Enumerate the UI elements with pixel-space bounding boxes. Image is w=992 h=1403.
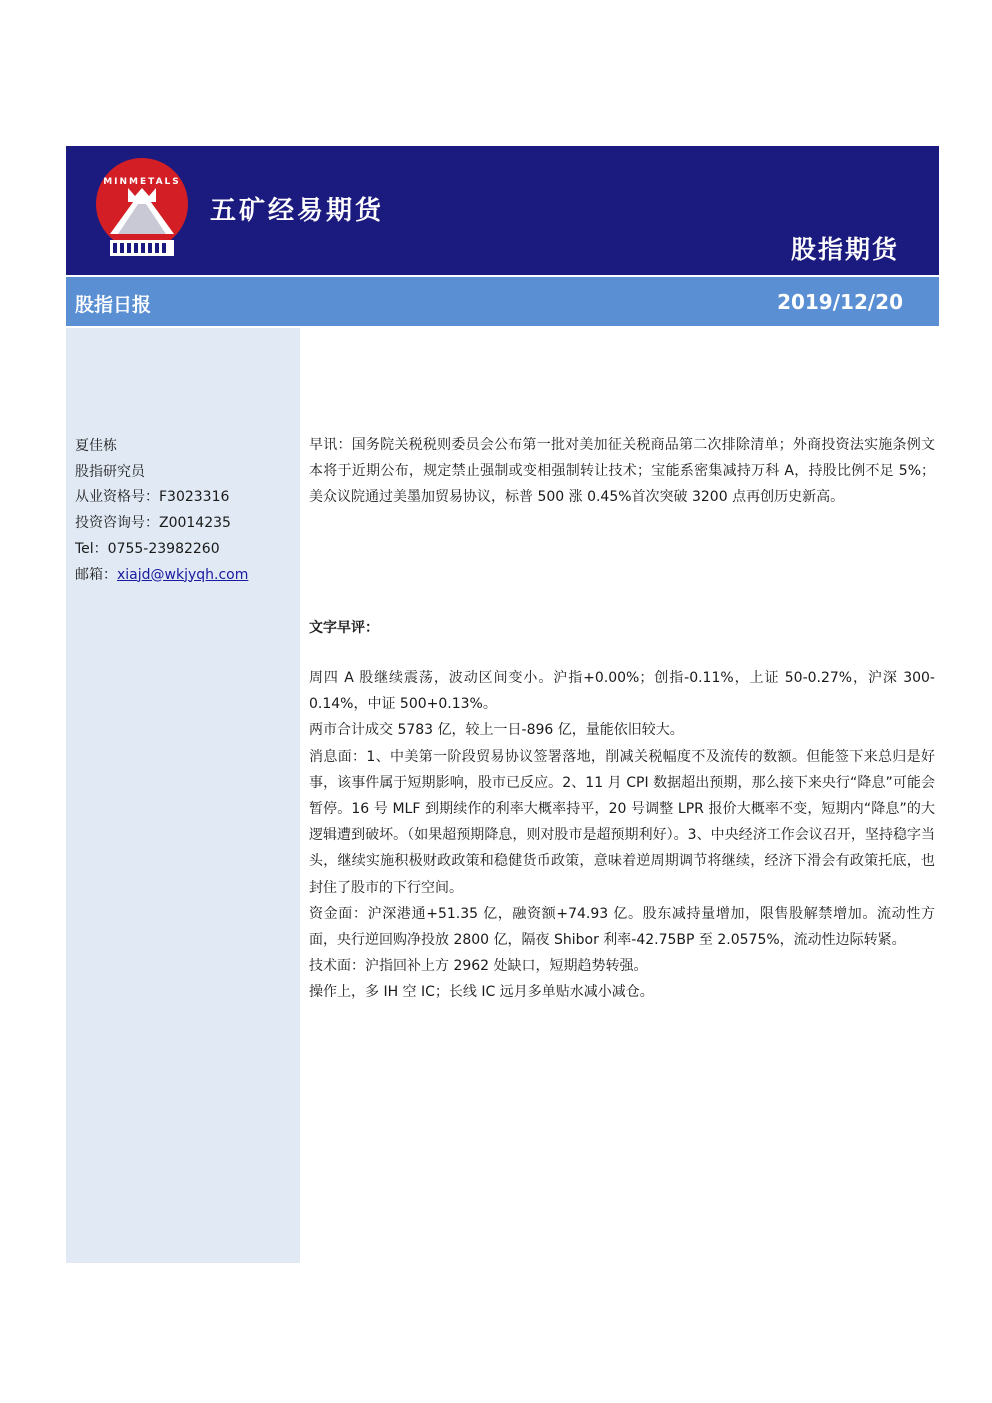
author-info	[75, 434, 248, 588]
minmetals-logo-icon	[88, 158, 196, 262]
paragraph-funds: 资金面：沪深港通+51.35 亿，融资额+74.93 亿。股东减持量增加，限售股解禁增加。流动性方面，央行逆回购净投放 2800 亿，隔夜 Shibor 利率-42.75BP 至 2.0575%，流动性边际转紧。	[309, 905, 935, 949]
brief-text: 早讯：国务院关税税则委员会公布第一批对美加征关税商品第二次排除清单；外商投资法实施条例文本将于近期公布，规定禁止强制或变相强制转让技术；宝能系密集减持万科 A，持股比例不足 5%；美众议院通过美墨加贸易协议，标普 500 涨 0.45%首次突破 3200 点再创历史新高。	[309, 437, 935, 506]
paragraph-strategy: 操作上，多 IH 空 IC；长线 IC 远月多单贴水减小减仓。	[309, 984, 654, 1001]
author-tel: Tel：0755-23982260	[75, 540, 220, 557]
author-qualification: 从业资格号：F3023316	[75, 489, 230, 506]
author-email-row	[75, 563, 248, 589]
report-subheader	[66, 277, 939, 326]
paragraph-technical: 技术面：沪指回补上方 2962 处缺口，短期趋势转强。	[309, 958, 648, 975]
author-name: 夏佳栋	[75, 438, 117, 454]
report-type: 股指日报	[75, 294, 152, 316]
company-name: 五矿经易期货	[210, 196, 385, 226]
paragraph-market: 周四 A 股继续震荡，波动区间变小。沪指+0.00%；创指-0.11%，上证 50-0.27%，沪深 300-0.14%，中证 500+0.13%。	[309, 670, 935, 713]
svg-text:MINMETALS: MINMETALS	[103, 177, 181, 187]
paragraph-news: 消息面：1、中美第一阶段贸易协议签署落地，削减关税幅度不及流传的数额。但能签下来总归是好事，该事件属于短期影响，股市已反应。2、11 月 CPI 数据超出预期，那么接下来央行“降息”可能会暂停。16 号 MLF 到期续作的利率大概率持平，20 号调整 LPR 报价大概率不变，短期内“降息”的大逻辑遭到破坏。（如果超预期降息，则对股市是超预期利好）。3、中央经济工作会议召开，坚持稳字当头，继续实施积极财政政策和稳健货币政策，意味着逆周期调节将继续，经济下滑会有政策托底，也封住了股市的下行空间。	[309, 748, 935, 896]
commentary-body	[309, 665, 935, 1006]
author-consulting-id: 投资咨询号：Z0014235	[75, 515, 231, 532]
email-label: 邮箱：	[75, 566, 117, 583]
section-title: 文字早评：	[309, 620, 379, 636]
paragraph-volume: 两市合计成交 5783 亿，较上一日-896 亿，量能依旧较大。	[309, 722, 684, 739]
author-title: 股指研究员	[75, 463, 145, 480]
author-sidebar	[66, 328, 300, 1263]
header-band	[66, 146, 939, 275]
report-category: 股指期货	[790, 235, 899, 264]
report-date: 2019/12/20	[777, 290, 903, 314]
morning-brief	[309, 432, 935, 511]
minmetals-logo	[88, 158, 196, 262]
email-link[interactable]: xiajd@wkjyqh.com	[117, 566, 249, 583]
